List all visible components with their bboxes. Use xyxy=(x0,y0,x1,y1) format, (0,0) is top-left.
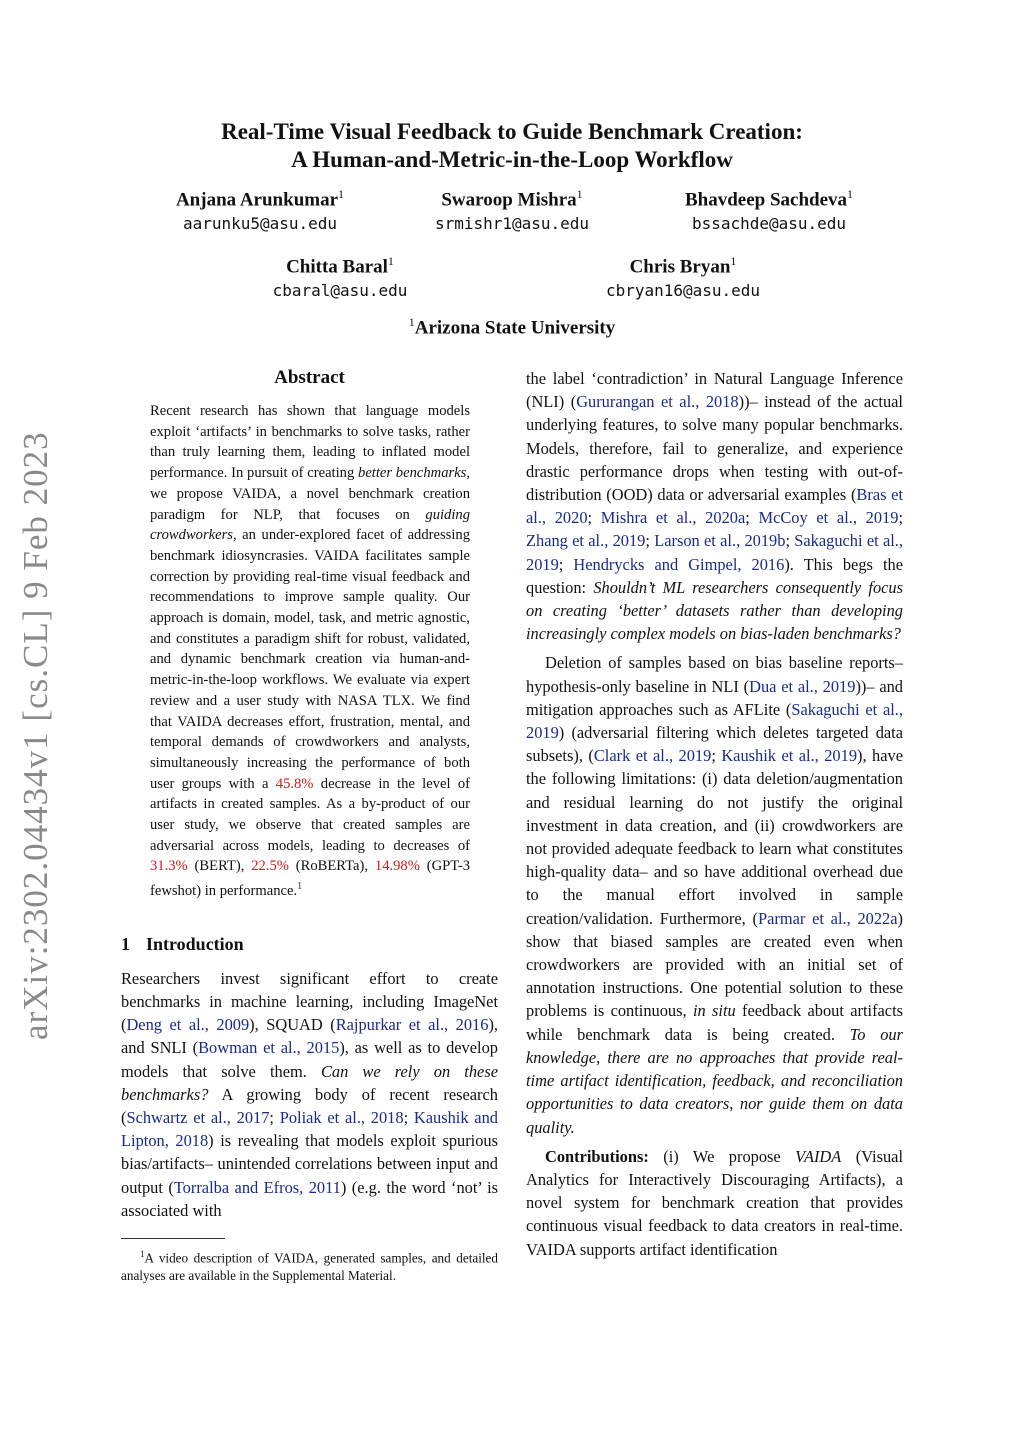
contributions-label: Contributions: xyxy=(545,1146,649,1166)
text-span: ). This begs the question: xyxy=(526,554,903,597)
citation-link[interactable]: Schwartz et al., 2017 xyxy=(126,1107,270,1127)
abstract-emphasis: better benchmarks xyxy=(358,465,467,482)
section-title: Introduction xyxy=(146,933,244,954)
abstract-heading: Abstract xyxy=(274,367,345,388)
author-email: cbryan16@asu.edu xyxy=(605,281,761,301)
footnote-divider xyxy=(121,1238,225,1239)
emphasis-text: To our knowledge, there are no approaches that provide real-time artifact identification, feedback, and reconciliation opportunities to data creators, nor guide them on data quality. xyxy=(526,1024,903,1137)
emphasis-text: VAIDA xyxy=(795,1146,842,1166)
abstract-span: , an under-explored facet of addressing benchmark idiosyncrasies. VAIDA facilitates sample correction by providing real-time visual feedback and recommendations to improve sample quality. Our approach is domain, model, task, and metric agnostic, and constitutes a paradigm shift for robust, validated, and dynamic benchmark creation via human-and-metric-in-the-loop workflows. We evaluate via expert review and a user study with NASA TLX. We find that VAIDA decreases effort, frustration, mental, and temporal demands of crowdworkers and analysts, simultaneously increasing the performance of both user groups with a xyxy=(150,527,470,792)
author-block xyxy=(662,182,876,236)
emphasis-text: Can we rely on these benchmarks? xyxy=(121,1061,498,1104)
author-name: Chitta Baral xyxy=(286,256,388,278)
citation-link[interactable]: Bowman et al., 2015 xyxy=(198,1038,340,1058)
abstract-span: (BERT), xyxy=(187,858,252,875)
affiliation-mark: 1 xyxy=(338,187,345,201)
text-span: A growing body of recent research ( xyxy=(121,1084,498,1127)
intro-paragraph: Researchers invest significant effort to create benchmarks in machine learning, including ImageNet (Deng et al., 2009), SQUAD (Rajpurkar et al., 2016), and SNLI (Bowman et al., 2015), as well as to develop models that solve them. Can we rely on these benchmarks? A growing body of recent research (Schwartz et al., 2017; Poliak et al., 2018; Kaushik and Lipton, 2018) is revealing that models exploit spurious bias/artifacts– unintended correlations between input and output (Torralba and Efros, 2011) (e.g. the word ‘not’ is associated with xyxy=(121,968,499,1220)
citation-link[interactable]: Hendrycks and Gimpel, 2016 xyxy=(573,554,785,574)
citation-link[interactable]: Gururangan et al., 2018 xyxy=(576,392,739,412)
title-line-2: A Human-and-Metric-in-the-Loop Workflow xyxy=(291,147,733,172)
text-span: Researchers invest significant effort to create benchmarks in machine learning, including ImageNet ( xyxy=(121,968,498,1035)
author-email: aarunku5@asu.edu xyxy=(182,214,338,234)
text-span: ), have the following limitations: (i) data deletion/augmentation and residual learning do not justify the original investment in data creation, and (ii) crowdworkers are not provided adequate feedback to learn what constitutes high-quality data– and so have additional overhead due to the manual effort involved in sample creation/validation. Furthermore, ( xyxy=(526,746,903,928)
affiliation-mark: 1 xyxy=(730,254,737,268)
citation-link[interactable]: Larson et al., 2019b xyxy=(654,531,786,551)
abstract-span: , we propose VAIDA, a novel benchmark creation paradigm for NLP, that focuses on xyxy=(150,465,470,523)
text-span: ))– instead of the actual underlying features, to solve many popular benchmarks. Models, therefore, fail to generalize, and experience drastic performance drops when testing with out-of-distribution (OOD) data or adversarial examples ( xyxy=(526,392,903,505)
author-name: Chris Bryan xyxy=(629,256,731,278)
right-column xyxy=(526,367,903,1267)
citation-link[interactable]: Clark et al., 2019 xyxy=(593,746,712,766)
abstract-text xyxy=(150,401,470,902)
abstract-span: (RoBERTa), xyxy=(288,858,375,875)
affiliation-mark: 1 xyxy=(576,187,583,201)
stat-link[interactable]: 31.3% xyxy=(150,858,188,875)
abstract-span: (GPT-3 fewshot) in performance. xyxy=(150,858,470,900)
affiliation-mark: 1 xyxy=(847,187,854,201)
author-block xyxy=(412,182,612,236)
arxiv-identifier: arXiv:2302.04434v1 [cs.CL] 9 Feb 2023 xyxy=(16,431,55,1040)
text-span: (Visual Analytics for Interactively Discouraging Artifacts), a novel system for benchmark creation that provides continuous visual feedback to data creators in real-time. VAIDA supports artifact identification xyxy=(526,1146,904,1259)
citation-link[interactable]: Zhang et al., 2019 xyxy=(526,531,646,551)
affiliation-mark: 1 xyxy=(408,315,415,329)
left-column xyxy=(121,367,498,1285)
citation-link[interactable]: Rajpurkar et al., 2016 xyxy=(335,1015,489,1035)
abstract-span: decrease in the level of artifacts in created samples. As a by-product of our user study, we observe that created samples are adversarial across models, leading to decreases of xyxy=(150,775,471,854)
text-span: ), as well as to develop models that solve them. xyxy=(121,1038,498,1081)
citation-link[interactable]: Mishra et al., 2020a xyxy=(600,508,746,528)
text-span: ) is revealing that models exploit spurious bias/artifacts– unintended correlations between input and output ( xyxy=(121,1131,499,1197)
citation-link[interactable]: Sakaguchi et al., 2019 xyxy=(526,531,903,574)
text-span: ) (e.g. the word ‘not’ is associated with xyxy=(121,1177,499,1220)
text-span: Deletion of samples based on bias baseline reports– hypothesis-only baseline in NLI ( xyxy=(526,653,903,696)
stat-link[interactable]: 14.98% xyxy=(374,858,420,875)
text-span: (i) We propose xyxy=(648,1146,796,1166)
affiliation xyxy=(0,315,1024,339)
citation-link[interactable]: Poliak et al., 2018 xyxy=(279,1107,404,1127)
text-span: the label ‘contradiction’ in Natural Language Inference (NLI) ( xyxy=(526,369,903,412)
citation-link[interactable]: Dua et al., 2019 xyxy=(749,676,856,696)
author-block xyxy=(583,249,783,303)
author-email: cbaral@asu.edu xyxy=(272,281,408,301)
abstract-emphasis: guiding crowdworkers xyxy=(150,506,470,544)
abstract-span: Recent research has shown that language models exploit ‘artifacts’ in benchmarks to solve tasks, rather than truly learning them, leading to inflated model performance. In pursuit of creating xyxy=(150,403,470,482)
affiliation-mark: 1 xyxy=(387,254,394,268)
stat-link[interactable]: 22.5% xyxy=(251,858,289,875)
body-paragraph: Deletion of samples based on bias baseline reports– hypothesis-only baseline in NLI (Dua et al., 2019))– and mitigation approaches such as AFLite (Sakaguchi et al., 2019) (adversarial filtering which deletes targeted data subsets), (Clark et al., 2019; Kaushik et al., 2019), have the following limitations: (i) data deletion/augmentation and residual learning do not justify the original investment in data creation, and (ii) crowdworkers are not provided adequate feedback to learn what constitutes high-quality data– and so have additional overhead due to the manual effort involved in sample creation/validation. Furthermore, (Parmar et al., 2022a) show that biased samples are created even when crowdworkers are provided with an initial set of annotation instructions. One potential solution to these problems is continuous, in situ feedback about artifacts while benchmark data is being created. To our knowledge, there are no approaches that provide real-time artifact identification, feedback, and reconciliation opportunities to data creators, nor guide them on data quality. xyxy=(526,653,904,1137)
footnote-mark: 1 xyxy=(140,1248,145,1259)
text-span: ) (adversarial filtering which deletes targeted data subsets), ( xyxy=(526,723,903,766)
citation-link[interactable]: Kaushik and Lipton, 2018 xyxy=(121,1107,498,1151)
footnote-ref-link[interactable]: 1 xyxy=(297,881,303,893)
citation-link[interactable]: Bras et al., 2020 xyxy=(526,485,903,528)
section-number: 1 xyxy=(121,933,130,954)
emphasis-text: Shouldn’t ML researchers consequently focus on creating ‘better’ datasets rather than developing increasingly complex models on bias-laden benchmarks? xyxy=(526,577,903,644)
citation-link[interactable]: Torralba and Efros, 2011 xyxy=(173,1177,341,1197)
citation-link[interactable]: Deng et al., 2009 xyxy=(126,1015,250,1035)
author-block xyxy=(160,182,360,236)
author-name: Swaroop Mishra xyxy=(441,189,577,211)
author-name: Bhavdeep Sachdeva xyxy=(684,189,848,211)
author-name: Anjana Arunkumar xyxy=(175,189,339,211)
citation-link[interactable]: McCoy et al., 2019 xyxy=(758,508,899,528)
section-heading-introduction xyxy=(121,934,498,955)
footnote xyxy=(121,1245,498,1285)
text-span: ) show that biased samples are created even when crowdworkers are provided with an initial set of annotation instructions. One potential solution to these problems is continuous, xyxy=(526,908,903,1021)
citation-link[interactable]: Sakaguchi et al., 2019 xyxy=(526,699,903,743)
text-span: ), SQUAD ( xyxy=(249,1015,336,1035)
emphasis-text: in situ xyxy=(692,1001,736,1021)
author-email: bssachde@asu.edu xyxy=(691,214,847,234)
footnote-text: A video description of VAIDA, generated samples, and detailed analyses are available in the Supplemental Material. xyxy=(121,1250,498,1284)
text-span: ))– and mitigation approaches such as AFLite ( xyxy=(526,676,904,719)
body-paragraph: the label ‘contradiction’ in Natural Language Inference (NLI) (Gururangan et al., 2018))– instead of the actual underlying features, to solve many popular benchmarks. Models, therefore, fail to generalize, and experience drastic performance drops when testing with out-of-distribution (OOD) data or adversarial examples (Bras et al., 2020; Mishra et al., 2020a; McCoy et al., 2019; Zhang et al., 2019; Larson et al., 2019b; Sakaguchi et al., 2019; Hendrycks and Gimpel, 2016). This begs the question: Shouldn’t ML researchers consequently focus on creating ‘better’ datasets rather than developing increasingly complex models on bias-laden benchmarks? xyxy=(526,369,904,644)
text-span: feedback about artifacts while benchmark data is being created. xyxy=(526,1001,904,1044)
title-line-1: Real-Time Visual Feedback to Guide Benchmark Creation: xyxy=(221,119,803,144)
text-span: ), and SNLI ( xyxy=(121,1015,498,1058)
stat-link[interactable]: 45.8% xyxy=(275,775,314,792)
citation-link[interactable]: Parmar et al., 2022a xyxy=(758,908,898,928)
paper-title xyxy=(110,118,914,174)
affiliation-name: Arizona State University xyxy=(414,317,616,339)
author-block xyxy=(240,249,440,303)
author-email: srmishr1@asu.edu xyxy=(434,214,590,234)
body-paragraph xyxy=(526,1145,903,1261)
citation-link[interactable]: Kaushik et al., 2019 xyxy=(721,746,858,766)
